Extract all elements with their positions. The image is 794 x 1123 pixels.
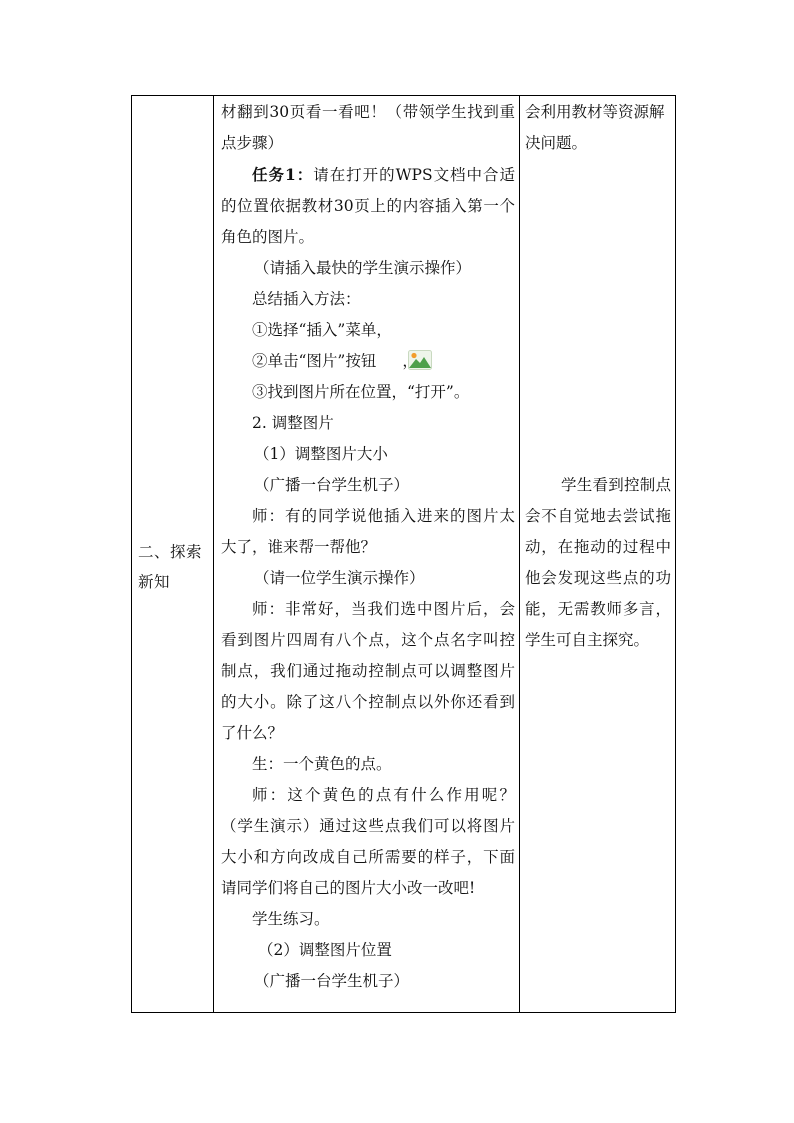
paragraph: 材翻到30页看一看吧！（带领学生找到重点步骤）: [221, 103, 515, 152]
paragraph: 学生练习。: [252, 910, 330, 928]
paragraph: 生：一个黄色的点。: [252, 755, 392, 773]
subheading: 2. 调整图片: [252, 414, 334, 432]
paragraph: （1）调整图片大小: [254, 445, 388, 463]
paragraph: （2）调整图片位置: [258, 941, 392, 959]
activity-cell: [214, 96, 520, 1013]
paragraph: ①选择“插入”菜单，: [252, 321, 392, 339]
paragraph: （广播一台学生机子）: [254, 476, 410, 494]
step-text-tail: ，: [402, 352, 418, 370]
stage-label: 二、探索新知: [138, 543, 203, 591]
task-text: 请在打开的WPS文档中合适的位置依据教材30页上的内容插入第一个角色的图片。: [221, 166, 515, 246]
intent-mid: 学生看到控制点会不自觉地去尝试拖动，在拖动的过程中他会发现这些点的功能，无需教师多言，学生可自主探究。: [525, 476, 671, 649]
task-label: 任务1：: [252, 165, 314, 184]
paragraph: 师：非常好，当我们选中图片后，会看到图片四周有八个点，这个点名字叫控制点，我们通过拖动控制点可以调整图片的大小。除了这八个控制点以外你还看到了什么？: [221, 600, 515, 742]
intent-cell: [520, 96, 676, 1013]
paragraph: ③找到图片所在位置，“打开”。: [252, 383, 470, 401]
task-paragraph: [221, 159, 515, 253]
step-text: ②单击“图片”按钮: [252, 352, 377, 370]
paragraph: 师：有的同学说他插入进来的图片太大了，谁来帮一帮他？: [221, 507, 515, 556]
stage-cell: [132, 96, 214, 1013]
paragraph: （请插入最快的学生演示操作）: [254, 259, 472, 277]
paragraph: 总结插入方法：: [252, 290, 361, 308]
intent-top: 会利用教材等资源解决问题。: [525, 103, 665, 152]
paragraph: 师：这个黄色的点有什么作用呢？（学生演示）通过这些点我们可以将图片大小和方向改成自己所需要的样子，下面请同学们将自己的图片大小改一改吧!: [221, 786, 515, 897]
paragraph-with-icon: [221, 346, 515, 377]
paragraph: （请一位学生演示操作）: [254, 569, 425, 587]
paragraph: （广播一台学生机子）: [254, 972, 410, 990]
table-row: [132, 96, 676, 1013]
lesson-plan-table: [131, 95, 676, 1013]
image-icon: [377, 350, 401, 370]
